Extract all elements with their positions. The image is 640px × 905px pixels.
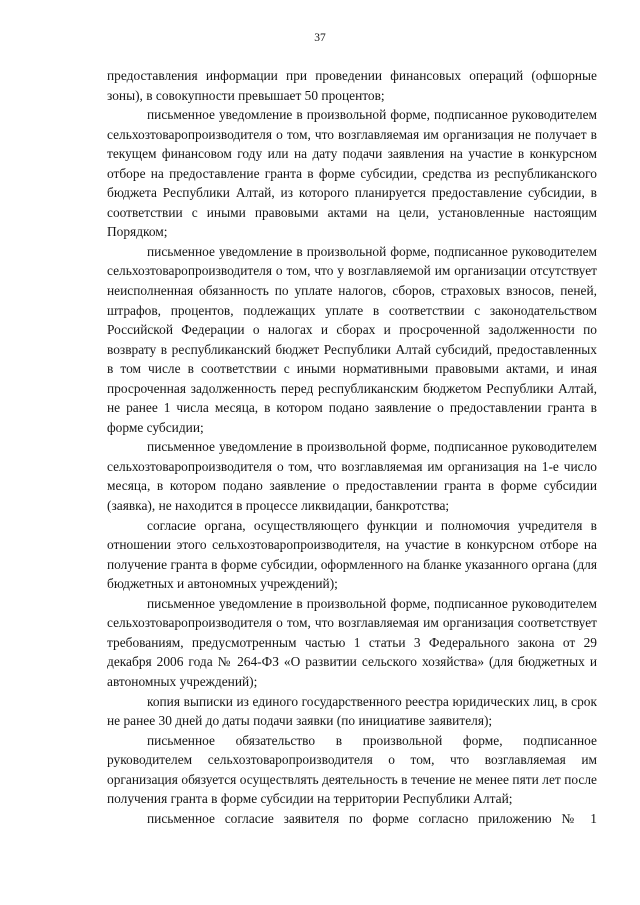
document-body xyxy=(107,66,597,828)
paragraph-no-liquidation-notice: письменное уведомление в произвольной форме, подписанное руководителем сельхозтоваропроизводителя о том, что возглавляемая им организация на 1-е число месяца, в котором подано заявление о предоставлении гранта в форме субсидии (заявка), не находится в процессе ликвидации, банкротства; xyxy=(107,439,597,514)
paragraph-founder-consent: согласие органа, осуществляющего функции и полномочия учредителя в отношении этого сельхозтоваропроизводителя, на участие в конкурсном отборе на получение гранта в форме субсидии, оформленного на бланке указанного органа (для бюджетных и автономных учреждений); xyxy=(107,517,597,592)
paragraph-five-year-obligation: письменное обязательство в произвольной форме, подписанное руководителем сельхозтоваропроизводителя о том, что возглавляемая им организация обязуется осуществлять деятельность в течение не менее пяти лет после получения гранта в форме субсидии на территории Республики Алтай; xyxy=(107,732,597,807)
paragraph-applicant-consent: письменное согласие заявителя по форме согласно приложению № 1 xyxy=(147,810,597,826)
paragraph-compliance-notice: письменное уведомление в произвольной форме, подписанное руководителем сельхозтоваропроизводителя о том, что возглавляемая им организация соответствует требованиям, предусмотренным частью 1 статьи 3 Федерального закона от 29 декабря 2006 года № 264-ФЗ «О развитии сельского хозяйства» (для бюджетных и автономных учреждений); xyxy=(107,595,597,689)
page-number: 37 xyxy=(314,32,326,44)
paragraph-no-tax-debt-notice: письменное уведомление в произвольной форме, подписанное руководителем сельхозтоваропроизводителя о том, что у возглавляемой им организации отсутствует неисполненная обязанность по уплате налогов, сборов, страховых взносов, пеней, штрафов, процентов, подлежащих уплате в соответствии с законодательством Российской Федерации о налогах и сборах и просроченной задолженности по возврату в республиканский бюджет Республики Алтай субсидий, предоставленных в том числе в соответствии с иными нормативными правовыми актами, и иная просроченная задолженность перед республиканским бюджетом Республики Алтай, не ранее 1 числа месяца, в котором подано заявление о предоставлении гранта в форме субсидии; xyxy=(107,243,597,435)
paragraph-registry-extract: копия выписки из единого государственного реестра юридических лиц, в срок не ранее 30 дней до даты подачи заявки (по инициативе заявителя); xyxy=(107,693,597,729)
paragraph-offshore-continuation: предоставления информации при проведении финансовых операций (офшорные зоны), в совокупности превышает 50 процентов; xyxy=(107,68,597,103)
paragraph-no-budget-funds-notice: письменное уведомление в произвольной форме, подписанное руководителем сельхозтоваропроизводителя о том, что возглавляемая им организация не получает в текущем финансовом году или на дату подачи заявления на участие в конкурсном отборе на предоставление гранта в форме субсидии, средства из республиканского бюджета Республики Алтай, из которого планируется предоставление субсидии, в соответствии с иными правовыми актами на цели, установленные настоящим Порядком; xyxy=(107,107,597,240)
